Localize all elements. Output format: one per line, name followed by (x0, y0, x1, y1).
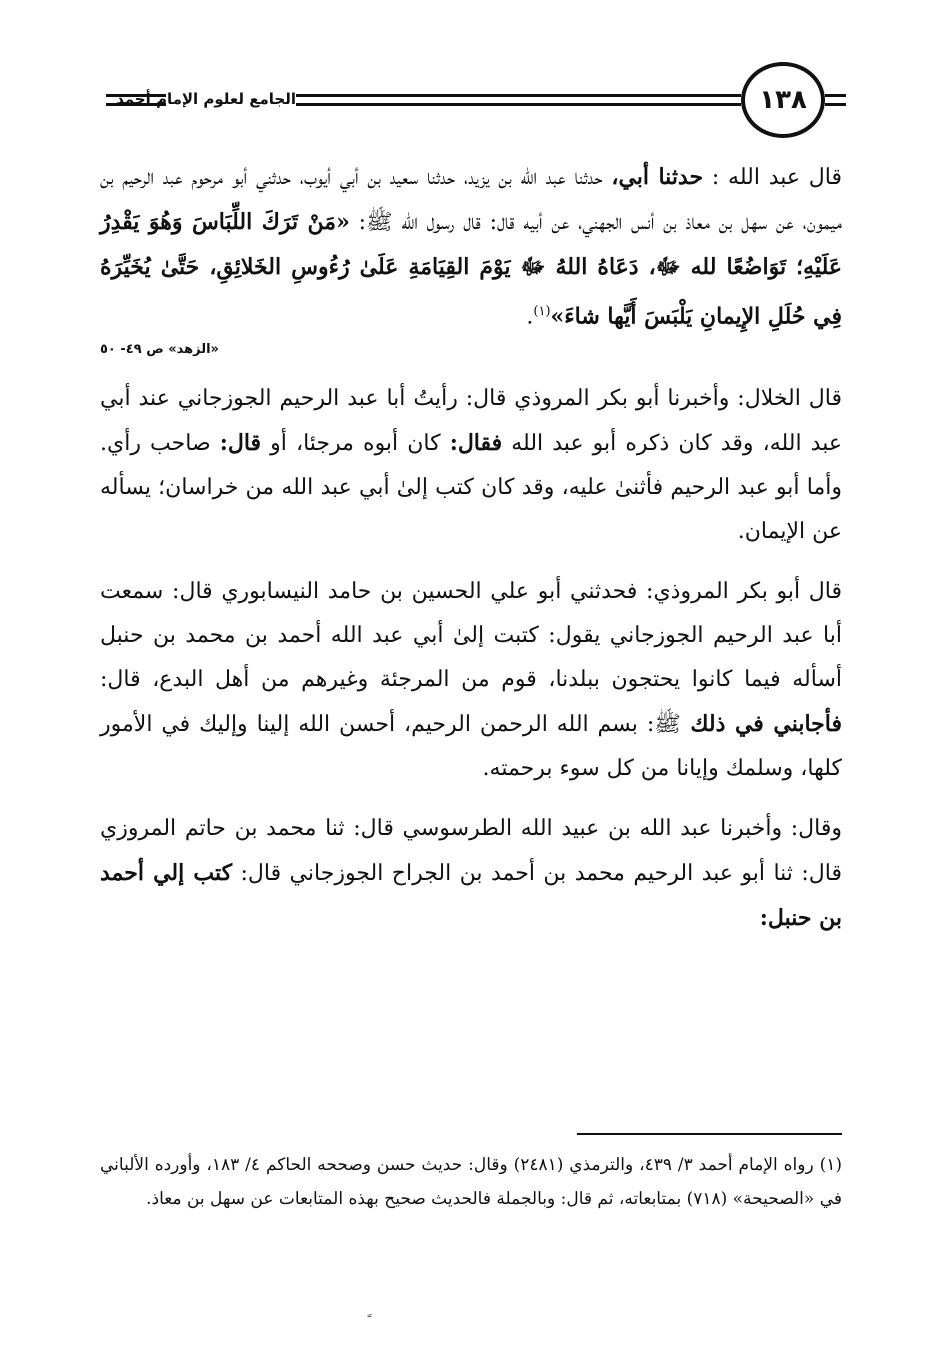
text-run: ﷺ: بسم الله الرحمن الرحيم، أحسن الله إلينا وإليك في الأمور كلها، وسلمك وإيانا من كل سوء برحمته. (100, 712, 842, 782)
text-run: حدثنا عبد الله بن يزيد، حدثنا سعيد بن أبي أيوب، حدثني أبو مرحوم عبد الرحيم بن ميمون، عن سهل بن معاذ بن أنس الجهني، عن أبيه قال: قال رسول الله ﷺ: (100, 165, 842, 235)
header-rule-middle (296, 94, 741, 106)
running-title: الجامع لعلوم الإمام أحمد (168, 84, 296, 114)
source-reference: «الزهد» ص ٤٩- ٥٠ (100, 342, 219, 358)
bold-run: كتب إلي أحمد بن حنبل: (100, 860, 842, 932)
bold-run: قال: (219, 430, 262, 457)
bold-run: فأجابني في ذلك (680, 711, 842, 738)
paragraph-3 (100, 570, 842, 791)
hadith-text: «مَنْ تَرَكَ اللِّبَاسَ وَهُوَ يَقْدِرُ عَلَيْهِ؛ تَوَاضُعًا لله ﷻ، دَعَاهُ اللهُ ﷻ يَوْمَ القِيَامَةِ عَلَىٰ رُءُوسِ الخَلائِقِ، حَتَّىٰ يُخَيِّرَهُ فِي حُلَلِ الإِيمانِ يَلْبَسَ أَيَّها شاءَ» (100, 209, 842, 330)
footnote-separator (577, 1133, 842, 1135)
paragraph-1 (100, 155, 842, 339)
paragraph-4 (100, 807, 842, 941)
text-run: كان أبوه مرجئا، أو (261, 431, 450, 457)
paragraph-2 (100, 377, 842, 554)
footnote-ref: (١) (533, 304, 551, 319)
bold-run: حدثنا أبي، (611, 164, 704, 190)
header-rule-right (825, 94, 846, 106)
text-run: قال عبد الله : (703, 165, 843, 190)
page-number: ١٣٨ (741, 62, 825, 138)
bold-run: فقال: (449, 430, 503, 457)
text-run: صاحب رأي. وأما أبو عبد الرحيم فأثنىٰ عليه، وقد كان كتب إلىٰ أبي عبد الله من خراسان؛ يسأله عن الإيمان. (100, 431, 842, 545)
text-run: وقال: وأخبرنا عبد الله بن عبيد الله الطرسوسي قال: ثنا محمد بن حاتم المروزي قال: ثنا أبو عبد الرحيم محمد بن أحمد بن الجراح الجوزجاني قال: (100, 816, 842, 887)
text-run: قال أبو بكر المروذي: فحدثني أبو علي الحسين بن حامد النيسابوري قال: سمعت أبا عبد الرحيم الجوزجاني يقول: كتبت إلىٰ أبي عبد الله أحمد بن محمد بن حنبل أسأله فيما كانوا يحتجون ببلدنا، قوم من المرجئة وغيرهم من أهل البدع، قال: (100, 579, 842, 693)
text-run: . (526, 304, 534, 330)
footnote: (١) رواه الإمام أحمد ٣/ ٤٣٩، والترمذي (٢٤٨١) وقال: حديث حسن وصححه الحاكم ٤/ ١٨٣، وأورده الألباني في «الصحيحة» (٧١٨) بمتابعاته، ثم قال: وبالجملة فالحديث صحيح بهذه المتابعات عن سهل بن معاذ. (100, 1155, 842, 1209)
main-text (100, 155, 842, 941)
text-run: قال الخلال: وأخبرنا أبو بكر المروذي قال: رأيتُ أبا عبد الرحيم الجوزجاني عند أبي عبد الله، وقد كان ذكره أبو عبد الله (100, 386, 842, 457)
page-header (96, 62, 846, 142)
